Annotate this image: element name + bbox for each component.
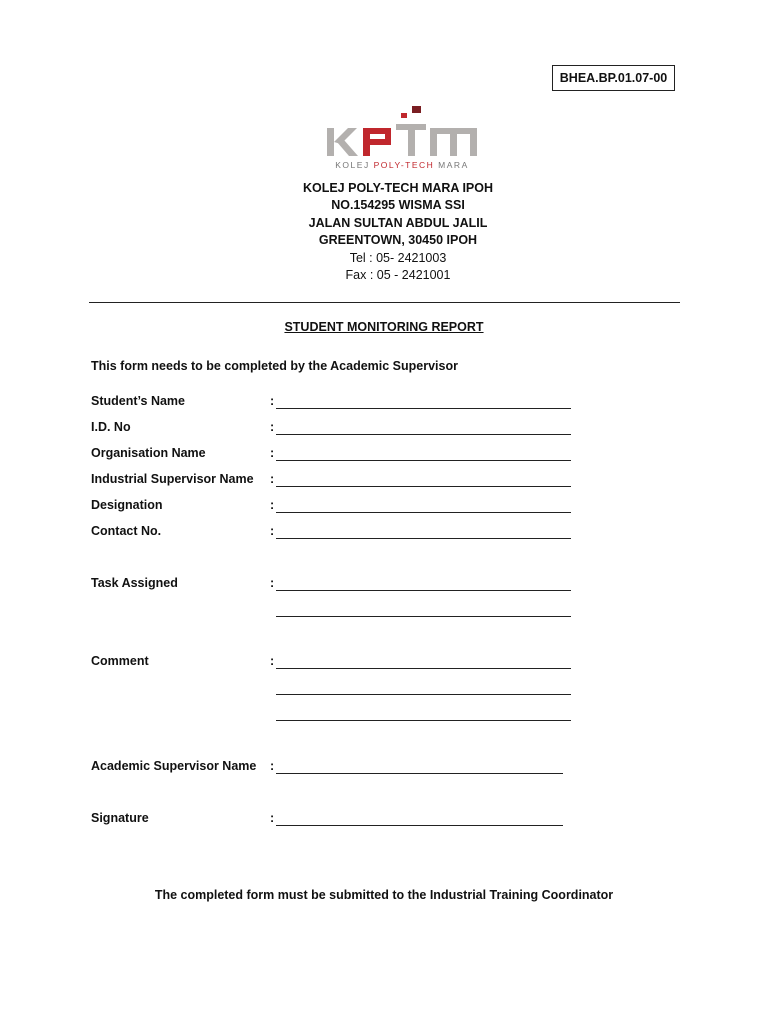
address-line-name: KOLEJ POLY-TECH MARA IPOH	[302, 181, 494, 195]
colon: :	[270, 446, 275, 460]
label-academic-supervisor-name: Academic Supervisor Name	[91, 759, 257, 773]
student-name-field[interactable]	[276, 408, 571, 409]
organisation-name-field[interactable]	[276, 460, 571, 461]
logo-dot-small	[401, 113, 407, 118]
logo-dot-large	[412, 106, 421, 113]
submission-note: The completed form must be submitted to the Industrial Training Coordinator	[154, 888, 614, 902]
comment-field-line-3[interactable]	[276, 720, 571, 721]
document-reference-box: BHEA.BP.01.07-00	[552, 65, 675, 91]
label-signature: Signature	[91, 811, 149, 825]
label-id-no: I.D. No	[91, 420, 131, 434]
address-line-street: JALAN SULTAN ABDUL JALIL	[308, 215, 488, 230]
comment-field-line-2[interactable]	[276, 694, 571, 695]
address-tel: Tel : 05- 2421003	[349, 250, 447, 265]
task-assigned-field-line-2[interactable]	[276, 616, 571, 617]
id-no-field[interactable]	[276, 434, 571, 435]
label-industrial-supervisor-name: Industrial Supervisor Name	[91, 472, 254, 486]
signature-field[interactable]	[276, 825, 563, 826]
academic-supervisor-name-field[interactable]	[276, 773, 563, 774]
industrial-supervisor-name-field[interactable]	[276, 486, 571, 487]
logo-letter-k	[327, 128, 358, 156]
college-address	[248, 180, 548, 284]
colon: :	[270, 654, 275, 668]
label-task-assigned: Task Assigned	[91, 576, 178, 590]
colon: :	[270, 498, 275, 512]
colon: :	[270, 394, 275, 408]
colon: :	[270, 811, 275, 825]
kptm-logo	[322, 104, 482, 172]
header-divider	[89, 302, 680, 303]
task-assigned-field-line-1[interactable]	[276, 590, 571, 591]
colon: :	[270, 524, 275, 538]
label-contact-no: Contact No.	[91, 524, 162, 538]
logo-letter-m	[430, 128, 477, 156]
designation-field[interactable]	[276, 512, 571, 513]
colon: :	[270, 472, 275, 486]
logo-tagline: KOLEJ POLY-TECH MARA	[335, 160, 469, 170]
colon: :	[270, 759, 275, 773]
contact-no-field[interactable]	[276, 538, 571, 539]
logo-letter-p	[363, 128, 391, 156]
address-line-city: GREENTOWN, 30450 IPOH	[318, 233, 478, 248]
form-title: STUDENT MONITORING REPORT	[284, 320, 484, 334]
logo-letter-t	[396, 124, 426, 156]
label-designation: Designation	[91, 498, 163, 512]
label-comment: Comment	[91, 654, 149, 668]
label-organisation-name: Organisation Name	[91, 446, 206, 460]
comment-field-line-1[interactable]	[276, 668, 571, 669]
form-instruction: This form needs to be completed by the Academic Supervisor	[91, 359, 458, 373]
address-line-building: NO.154295 WISMA SSI	[331, 198, 465, 213]
label-student-name: Student’s Name	[91, 394, 186, 408]
address-fax: Fax : 05 - 2421001	[345, 268, 451, 283]
colon: :	[270, 420, 275, 434]
colon: :	[270, 576, 275, 590]
kptm-logo-graphic	[322, 104, 482, 172]
